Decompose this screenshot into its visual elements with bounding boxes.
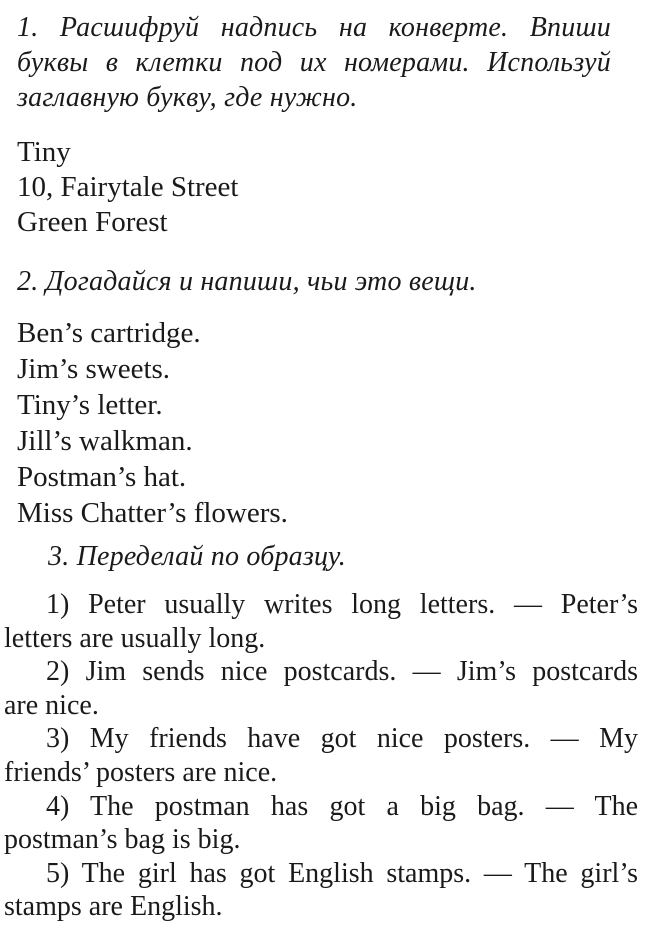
answer-line: Ben’s cartridge. — [17, 317, 201, 349]
exercise-3-item — [4, 722, 638, 789]
item-second-line: letters are usually long. — [4, 622, 266, 654]
exercise-1-heading — [17, 10, 611, 115]
envelope-address — [17, 135, 656, 240]
exercise-3-items — [4, 588, 638, 924]
address-line-city: Green Forest — [17, 206, 168, 238]
address-line-street: 10, Fairytale Street — [17, 171, 239, 203]
exercise-1-heading-line-3: заглавную букву, где нужно. — [17, 82, 358, 113]
answer-line: Jill’s walkman. — [17, 425, 193, 457]
item-first-line: 5) The girl has got English stamps. — The girl’s — [46, 857, 638, 889]
exercise-3-item — [4, 655, 638, 722]
exercise-3-item — [4, 588, 638, 655]
item-first-line: 1) Peter usually writes long letters. — Peter’s — [46, 589, 638, 620]
exercise-2 — [0, 264, 656, 531]
exercise-3-heading: 3. Переделай по образцу. — [48, 541, 346, 572]
answer-line: Tiny’s letter. — [17, 389, 163, 421]
item-second-line: friends’ posters are nice. — [4, 756, 278, 788]
exercise-2-heading: 2. Догадайся и напиши, чьи это вещи. — [17, 266, 477, 297]
address-line-name: Tiny — [17, 136, 71, 168]
item-second-line: postman’s bag is big. — [4, 824, 241, 856]
exercise-3 — [0, 539, 656, 924]
exercise-3-item — [4, 790, 638, 857]
item-first-line: 2) Jim sends nice postcards. — Jim’s postcards — [46, 656, 638, 688]
exercise-1-heading-line-2: буквы в клетки под их номерами. Используй — [17, 47, 611, 78]
exercise-1 — [0, 10, 656, 240]
item-first-line: 4) The postman has got a big bag. — The — [46, 790, 638, 822]
item-second-line: stamps are English. — [4, 891, 223, 923]
item-second-line: are nice. — [4, 689, 99, 721]
item-first-line: 3) My friends have got nice posters. — My — [46, 723, 638, 755]
exercise-3-item — [4, 857, 638, 924]
answer-line: Jim’s sweets. — [17, 353, 171, 385]
exercise-1-heading-line-1: 1. Расшифруй надпись на конверте. Впиши — [17, 12, 611, 43]
answer-line: Postman’s hat. — [17, 461, 187, 493]
answer-line: Miss Chatter’s flowers. — [17, 497, 288, 529]
exercise-2-answers — [17, 315, 656, 531]
